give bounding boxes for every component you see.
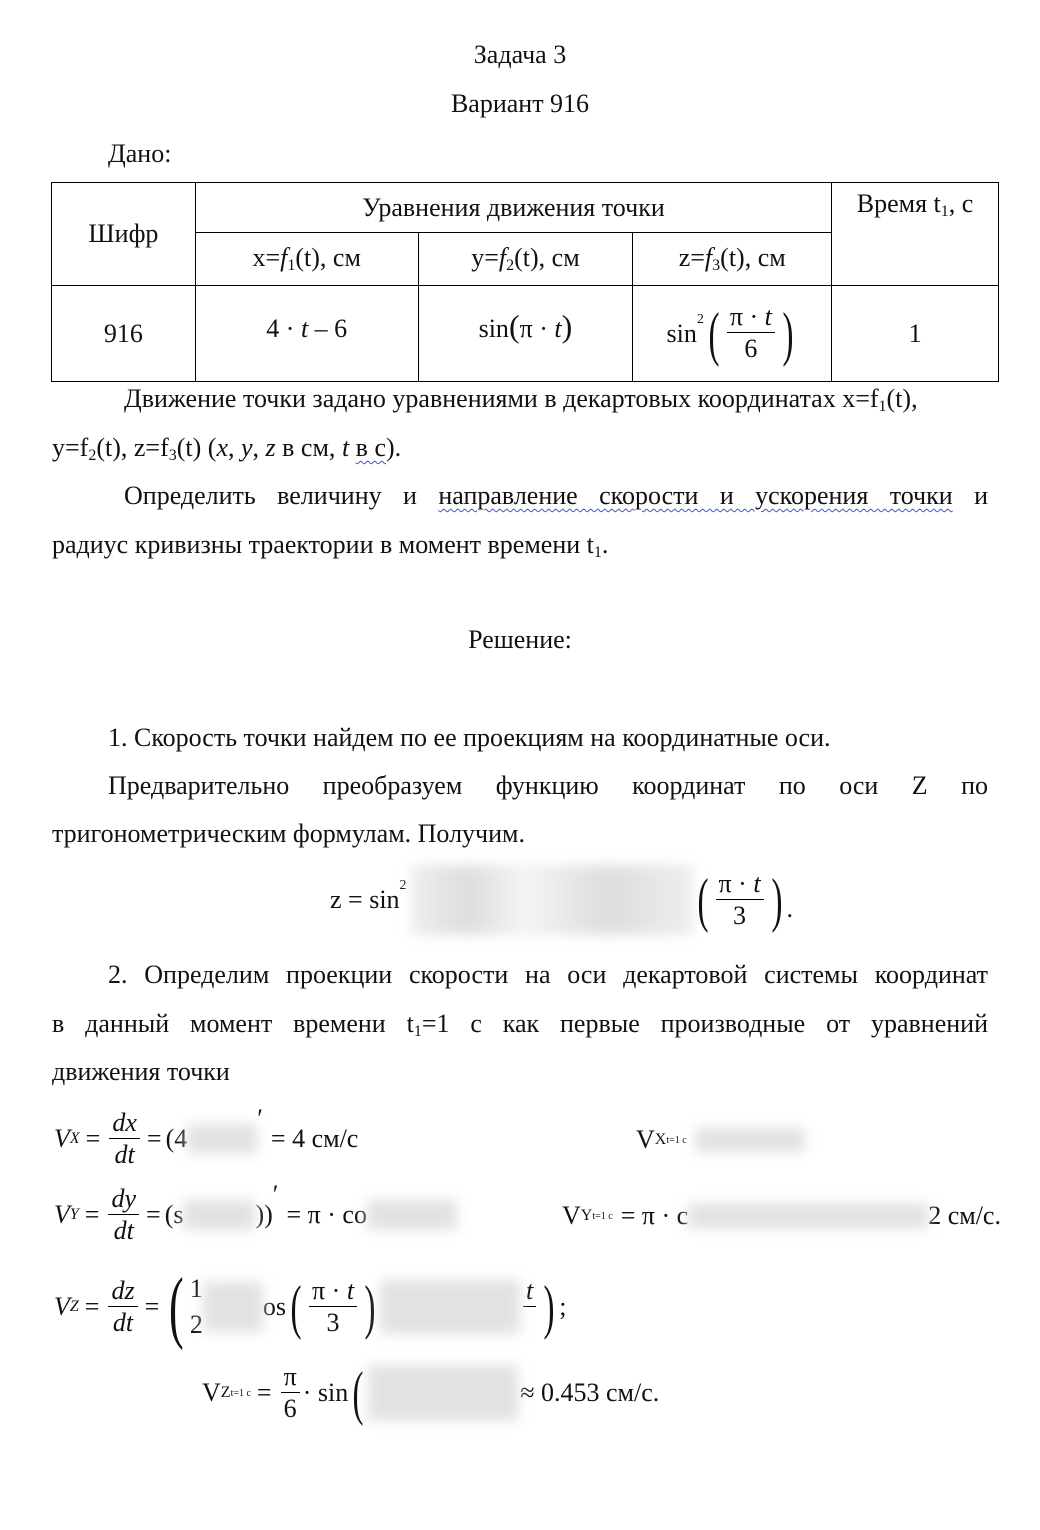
vx-at-t1: V X t=1 с bbox=[636, 1120, 805, 1160]
motion-description-line2: $y=f_2(t)$, $z=f_3(t)$ (x, y, z в см, t в с). bbox=[52, 433, 402, 464]
cipher-value: 916 bbox=[52, 286, 196, 382]
vy-at-t1: V Y t=1 с = π · c 2 см/с. bbox=[562, 1201, 1001, 1230]
variant-title: Вариант 916 bbox=[450, 89, 590, 118]
step2-line2: в данный момент времени $t_1=1$ с как первые производные от уравнений bbox=[52, 1009, 988, 1040]
vx-formula: V X = $\frac{dx}{dt}$ = (4 ′ = 4 см/с bbox=[54, 1104, 359, 1169]
blurred-formula-part bbox=[695, 1128, 805, 1152]
y-column-header: $y=f_2(t)$, см bbox=[418, 233, 633, 286]
step1-line2: Предварительно преобразуем функцию координат по оси Z по bbox=[108, 771, 988, 800]
blurred-formula-part bbox=[187, 1124, 257, 1154]
y-equation: sin(π · t) bbox=[418, 286, 633, 382]
z-equation: sin $^2$ ( $\frac{\pi \cdot t}{6}$ ) bbox=[633, 286, 832, 382]
task-statement-line2: радиус кривизны траектории в момент времени $t_1$. bbox=[52, 530, 609, 561]
z-transformed-formula: z = sin $^2$ ( $\frac{\pi \cdot t}{3}$ ) . bbox=[330, 867, 794, 933]
motion-description-line1: Движение точки задано уравнениями в декартовых координатах $x=f_1(t)$, bbox=[124, 384, 918, 415]
x-equation: 4 · t – 6 bbox=[195, 286, 418, 382]
blurred-formula-part bbox=[368, 1365, 518, 1421]
time-value: 1 bbox=[832, 286, 999, 382]
blurred-formula-part bbox=[688, 1203, 928, 1229]
cipher-header: Шифр bbox=[52, 183, 196, 286]
step1-line1: 1. Скорость точки найдем по ее проекциям на координатные оси. bbox=[108, 723, 831, 752]
x-column-header: $x=f_1(t)$, см bbox=[195, 233, 418, 286]
given-table bbox=[51, 182, 999, 382]
step2-line3: движения точки bbox=[52, 1057, 230, 1086]
blurred-formula-part bbox=[183, 1200, 255, 1230]
blurred-formula-part bbox=[203, 1282, 263, 1332]
task-title: Задача 3 bbox=[473, 40, 567, 69]
vz-at-t1: V Z t=1 с = $\frac{\pi}{6}$ · sin ( ≈ 0.453 см/с. bbox=[202, 1360, 660, 1426]
vz-formula: V Z = $\frac{dz}{dt}$ = ( 1 2 os ( $\frac{\pi \cdot t}{3}$ ) t ) ; bbox=[54, 1263, 567, 1351]
vy-formula: V Y = $\frac{dy}{dt}$ = (s )) ′ = π · co bbox=[54, 1180, 457, 1250]
blurred-formula-part bbox=[380, 1280, 520, 1334]
time-header: Время $t_1$, с bbox=[832, 183, 999, 286]
given-label: Дано: bbox=[108, 139, 172, 168]
task-statement-line1: Определить величину и направление скорости и ускорения точки и bbox=[124, 481, 988, 510]
step1-line3: тригонометрическим формулам. Получим. bbox=[52, 819, 526, 848]
blurred-formula-part bbox=[367, 1200, 457, 1230]
equations-header: Уравнения движения точки bbox=[195, 183, 831, 233]
solution-title: Решение: bbox=[468, 625, 572, 654]
blurred-formula-part bbox=[411, 865, 693, 935]
z-column-header: $z=f_3(t)$, см bbox=[633, 233, 832, 286]
step2-line1: 2. Определим проекции скорости на оси декартовой системы координат bbox=[108, 960, 988, 989]
